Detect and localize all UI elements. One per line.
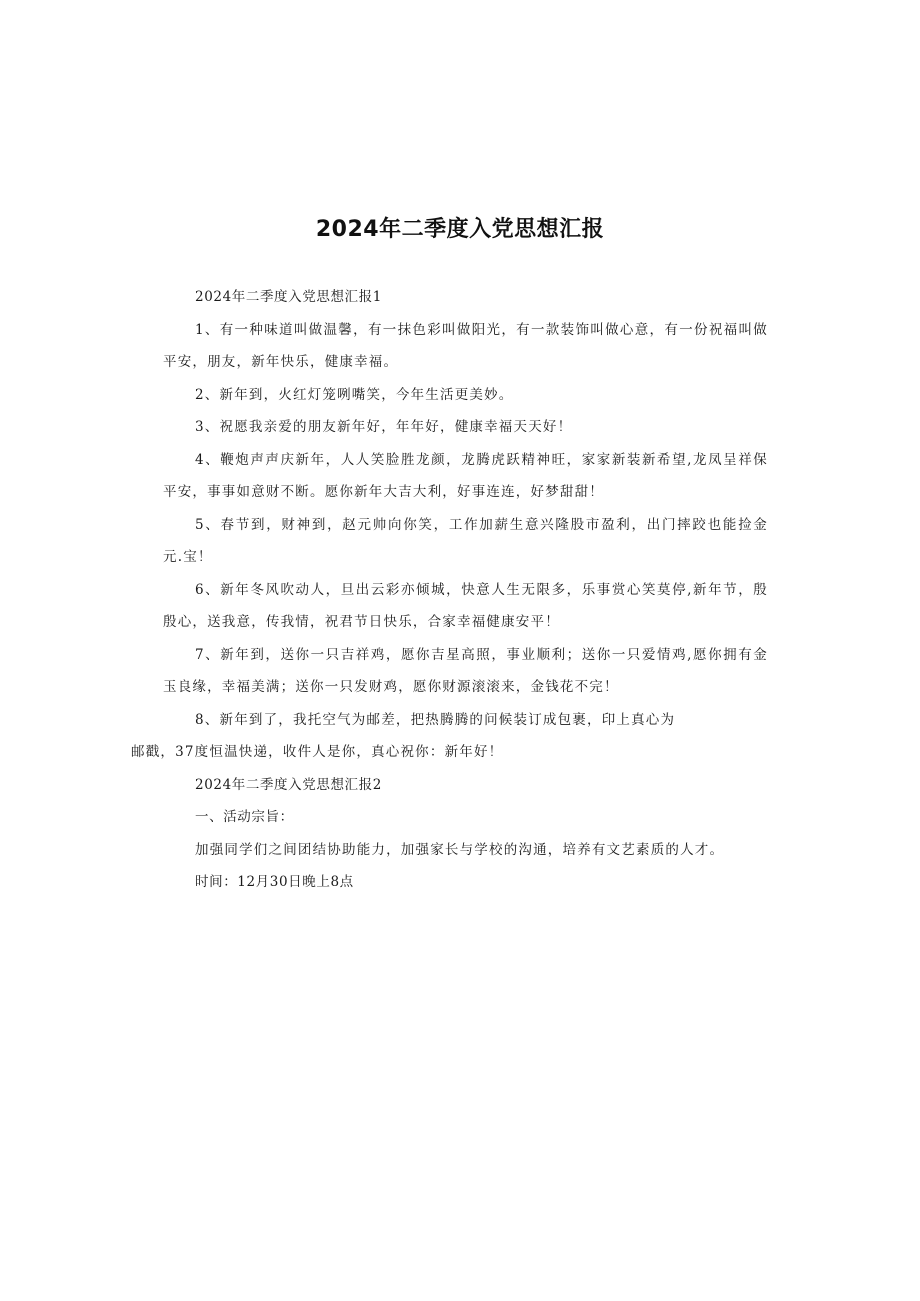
document-title: 2024年二季度入党思想汇报 [315, 217, 605, 242]
paragraph-8 [131, 704, 768, 769]
paragraph-1: 1、有一种味道叫做温馨，有一抹色彩叫做阳光，有一款装饰叫做心意，有一份祝福叫做平安，朋友，新年快乐，健康幸福。 [163, 321, 768, 370]
paragraph-8-line-2: 邮戳，37度恒温快递，收件人是你，真心祝你：新年好！ [131, 744, 504, 760]
paragraph-6: 6、新年冬风吹动人，旦出云彩亦倾城，快意人生无限多，乐事赏心笑莫停,新年节，殷殷心，送我意，传我情，祝君节日快乐，合家幸福健康安平！ [163, 581, 768, 630]
paragraph-4: 4、鞭炮声声庆新年，人人笑脸胜龙颜，龙腾虎跃精神旺，家家新装新希望,龙凤呈祥保平安，事事如意财不断。愿你新年大吉大利，好事连连，好梦甜甜！ [163, 451, 768, 500]
paragraph-2: 2、新年到，火红灯笼咧嘴笑，今年生活更美妙。 [195, 386, 514, 403]
activity-purpose-text: 加强同学们之间团结协助能力，加强家长与学校的沟通，培养有文艺素质的人才。 [195, 841, 725, 858]
section-heading-2: 2024年二季度入党思想汇报2 [195, 776, 382, 793]
section-heading-1: 2024年二季度入党思想汇报1 [195, 289, 382, 305]
paragraph-5: 5、春节到，财神到，赵元帅向你笑，工作加薪生意兴隆股市盈利，出门摔跤也能捡金元.宝！ [163, 516, 768, 565]
document-body [131, 281, 768, 899]
activity-time: 时间：12月30日晚上8点 [195, 874, 354, 890]
paragraph-3: 3、祝愿我亲爱的朋友新年好，年年好，健康幸福天天好！ [195, 419, 573, 435]
activity-purpose-heading: 一、活动宗旨： [195, 809, 294, 825]
paragraph-7: 7、新年到，送你一只吉祥鸡，愿你吉星高照，事业顺利；送你一只爱情鸡,愿你拥有金玉良缘，幸福美满；送你一只发财鸡，愿你财源滚滚来，金钱花不完！ [163, 646, 768, 695]
paragraph-8-line-1: 8、新年到了，我托空气为邮差，把热腾腾的问候装订成包裹，印上真心为 [195, 711, 676, 728]
